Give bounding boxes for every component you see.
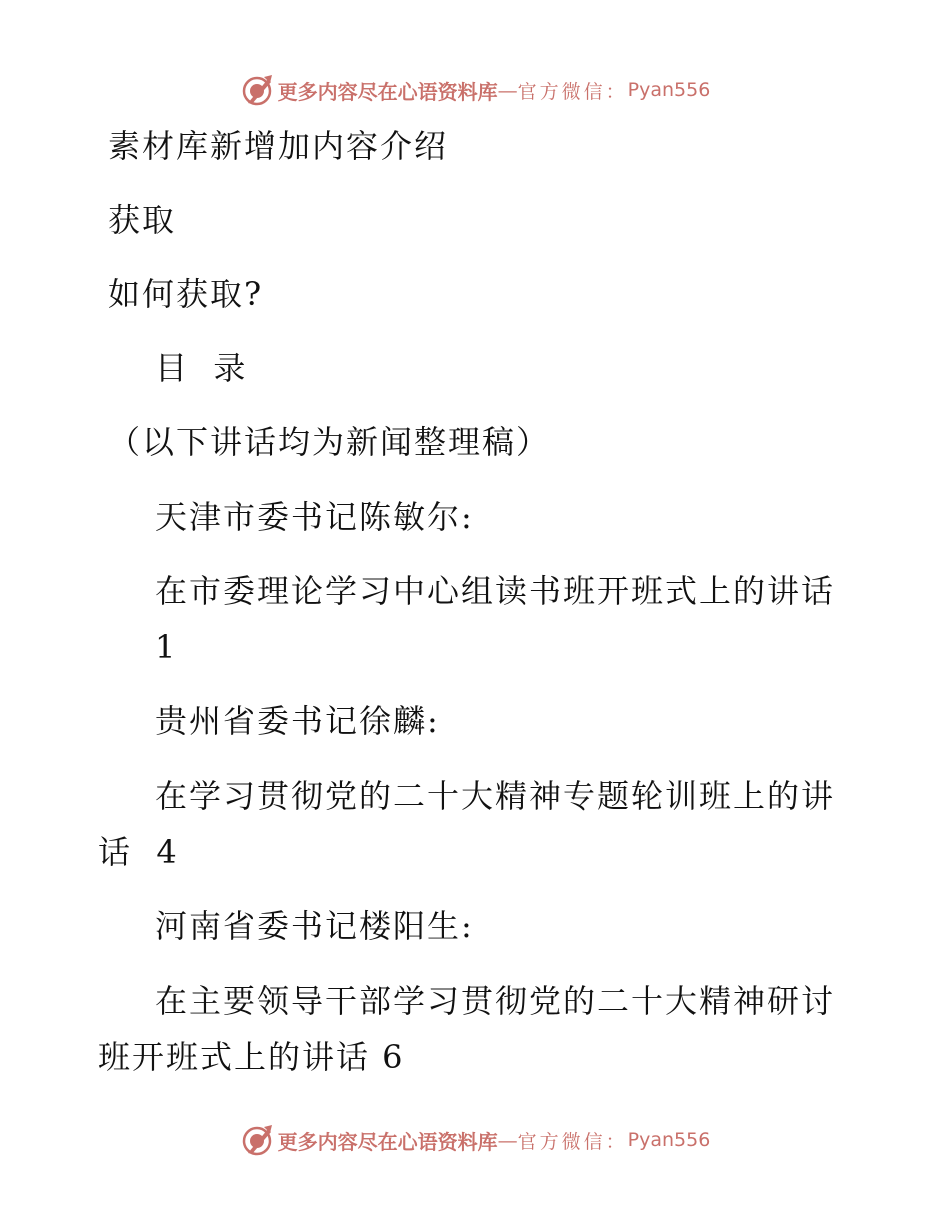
banner-separator: — [497,78,518,102]
banner-wechat-id: Pyan556 [627,79,711,101]
banner-wechat-label: 官方微信： [517,1130,628,1153]
line-how-to-get: 如何获取? [108,275,264,313]
toc-entry-title-3: 在主要领导干部学习贯彻党的二十大精神研讨 [155,982,836,1020]
banner-text: 更多内容尽在心语资料库 [277,1129,498,1154]
banner-wechat-label: 官方微信： [517,80,628,103]
toc-entry-title-1: 在市委理论学习中心组读书班开班式上的讲话 [155,572,836,610]
quill-logo-icon [240,1123,274,1157]
toc-entry-title-2: 在学习贯彻党的二十大精神专题轮训班上的讲 [155,777,836,815]
line-note: （以下讲话均为新闻整理稿） [108,423,551,461]
line-toc-title: 目 录 [155,349,248,387]
header-watermark [0,70,950,110]
banner-wechat-id: Pyan556 [627,1129,711,1151]
line-heading: 素材库新增加内容介绍 [108,127,449,165]
toc-entry-author-1: 天津市委书记陈敏尔: [155,498,474,536]
banner-separator: — [497,1128,518,1152]
toc-entry-title-3-cont: 班开班式上的讲话 6 [98,1038,405,1076]
line-get: 获取 [108,201,177,239]
toc-entry-author-2: 贵州省委书记徐麟: [155,702,440,740]
toc-entry-page-1: 1 [155,628,178,666]
footer-watermark [0,1120,950,1160]
quill-logo-icon [240,73,274,107]
toc-entry-title-2-cont: 话 4 [98,833,179,871]
toc-entry-author-3: 河南省委书记楼阳生: [155,907,474,945]
banner-text: 更多内容尽在心语资料库 [277,79,498,104]
